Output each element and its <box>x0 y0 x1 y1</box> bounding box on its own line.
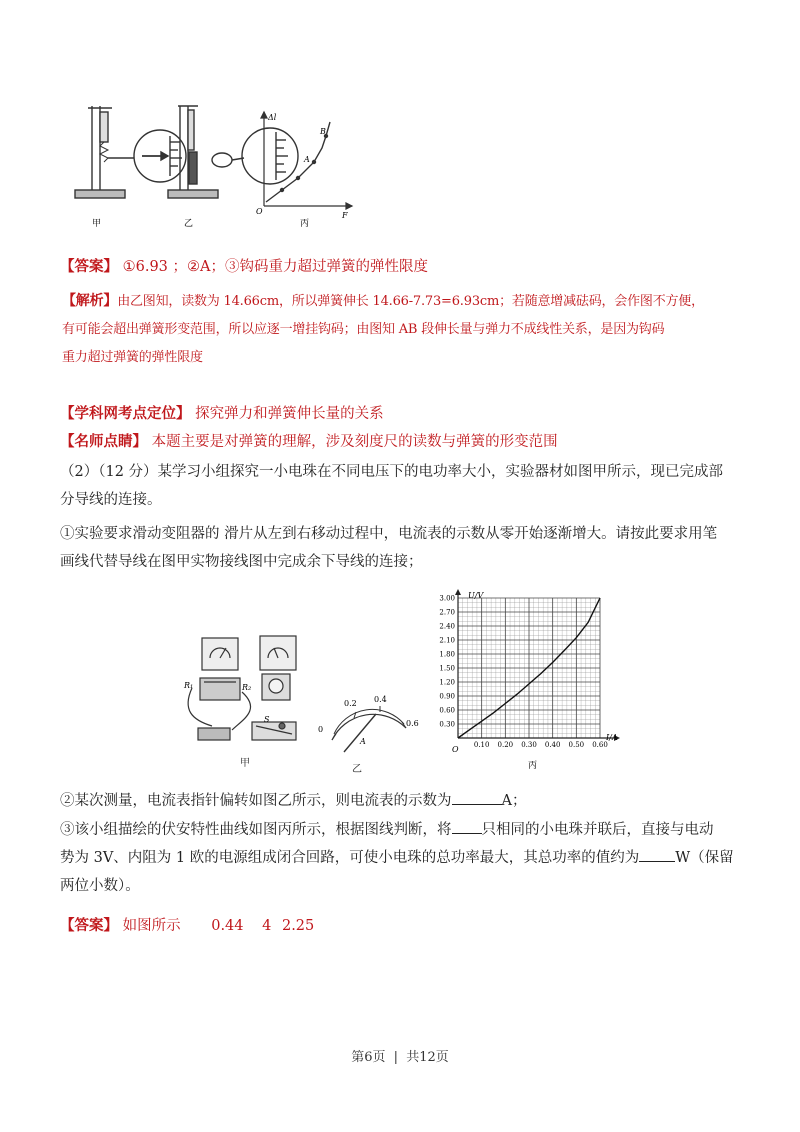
answer2-line <box>60 912 750 940</box>
answer1-line <box>60 253 750 281</box>
x-tick-label: 0.60 <box>592 741 608 749</box>
apparatus-yi <box>168 106 298 198</box>
fig1-label-jia: 甲 <box>92 219 102 229</box>
y-tick-label: 2.70 <box>439 608 455 617</box>
question2-block <box>60 458 750 576</box>
circuit-s: S <box>264 715 270 724</box>
kaodian-text: 探究弹力和弹簧伸长量的关系 <box>195 406 384 422</box>
analysis1-line2: 有可能会超出弹簧形变范围，所以应逐一增挂钩码；由图知 AB 段伸长量与弹力不成线性关系，是因为钩码 <box>62 322 665 337</box>
graph-point-b: B <box>320 127 326 136</box>
question2-line2: 分导线的连接。 <box>60 492 162 508</box>
q2-part3-blank1 <box>452 817 482 834</box>
kaodian-line <box>60 400 750 428</box>
q2-part2-blank <box>452 788 502 805</box>
q2-part3-c: 势为 3V、内阻为 1 欧的电源组成闭合回路，可使小电珠的总功率最大，其总功率的值约为 <box>60 850 640 866</box>
fig1-label-yi: 乙 <box>184 219 194 229</box>
chart-ui-curve <box>420 588 635 773</box>
chart-x-ticks <box>474 741 608 749</box>
fig2-label-jia: 甲 <box>240 758 250 769</box>
y-tick-label: 0.90 <box>439 692 455 701</box>
y-tick-label: 0.30 <box>439 720 455 729</box>
y-tick-label: 2.40 <box>439 622 455 631</box>
chart-caption: 丙 <box>528 761 538 771</box>
analysis1-tag: 【解析】 <box>62 293 118 309</box>
q2-part3-block <box>60 816 750 900</box>
circuit-r2: R₂ <box>242 683 252 692</box>
analysis1-block <box>62 287 752 372</box>
q2-part2-after: A； <box>501 793 527 809</box>
q2-part3-d: W（保留 <box>675 850 734 866</box>
x-tick-label: 0.20 <box>497 741 514 749</box>
fig1-label-bing: 丙 <box>300 219 310 229</box>
dianjing-text: 本题主要是对弹簧的理解，涉及刻度尺的读数与弹簧的形变范围 <box>151 434 558 450</box>
question2-line3: ①实验要求滑动变阻器的 滑片从左到右移动过程中，电流表的示数从零开始逐渐增大。请按此要求用笔 <box>60 526 718 542</box>
ammeter-tick-04: 0.4 <box>374 695 387 704</box>
footer-total: 共12页 <box>406 1050 449 1065</box>
ammeter-tick-06: 0.6 <box>406 719 419 728</box>
answer2-v2: 4 <box>262 918 272 934</box>
chart-origin: O <box>452 745 459 754</box>
x-tick-label: 0.50 <box>568 741 585 749</box>
answer1-text: ①6.93 ；②A；③钩码重力超过弹簧的弹性限度 <box>122 259 428 275</box>
chart-y-ticks <box>439 595 455 729</box>
q2-part2-before: ②某次测量，电流表指针偏转如图乙所示，则电流表的示数为 <box>60 793 452 809</box>
figure-circuit-jia <box>182 630 307 750</box>
answer1-tag: 【答案】 <box>60 258 118 275</box>
q2-part2-line <box>60 787 750 815</box>
q2-part3-blank2 <box>639 845 675 862</box>
ammeter-tick-0: 0 <box>318 725 324 734</box>
figure-spring-experiment <box>70 98 360 234</box>
q2-part3-e: 两位小数）。 <box>60 878 140 894</box>
x-tick-label: 0.40 <box>544 741 561 749</box>
footer-sep: | <box>393 1050 399 1065</box>
graph-x-label: F <box>342 211 348 220</box>
graph-origin: O <box>256 207 263 216</box>
ammeter-unit: A <box>360 737 366 746</box>
y-tick-label: 1.20 <box>439 678 455 687</box>
ammeter-needle <box>344 714 376 752</box>
apparatus-jia <box>75 106 186 198</box>
chart-y-label: U/V <box>468 591 484 600</box>
chart-grid-major <box>458 598 600 738</box>
dianjing-tag: 【名师点睛】 <box>60 433 147 450</box>
answer2-text: 如图所示 <box>122 918 181 934</box>
x-tick-label: 0.10 <box>473 741 490 749</box>
y-tick-label: 3.00 <box>439 594 455 603</box>
page-footer <box>0 1046 800 1065</box>
dianjing-line <box>60 428 750 456</box>
circuit-r1: R₁ <box>184 681 194 690</box>
analysis1-line3: 重力超过弹簧的弹性限度 <box>62 350 203 365</box>
y-tick-label: 2.10 <box>439 636 455 645</box>
y-tick-label: 1.50 <box>439 664 455 673</box>
kaodian-tag: 【学科网考点定位】 <box>60 405 191 422</box>
analysis1-line1: 由乙图知，读数为 14.66cm，所以弹簧伸长 14.66-7.73=6.93cm；若随意增减砝码，会作图不方便， <box>117 294 704 309</box>
footer-page: 第6页 <box>351 1050 386 1065</box>
fig2-label-yi: 乙 <box>352 764 362 775</box>
ammeter-tick-02: 0.2 <box>344 699 357 708</box>
y-tick-label: 1.80 <box>439 650 455 659</box>
graph-y-label: Δl <box>268 113 277 122</box>
y-tick-label: 0.60 <box>439 706 455 715</box>
graph-point-a: A <box>304 155 310 164</box>
x-tick-label: 0.30 <box>521 741 537 749</box>
answer2-v1: 0.44 <box>211 918 244 934</box>
question2-line4: 画线代替导线在图甲实物接线图中完成余下导线的连接； <box>60 554 423 570</box>
chart-x-label: I/A <box>606 733 618 742</box>
y-axis-arrow <box>455 589 461 595</box>
question2-line1: （2）（12 分）某学习小组探究一小电珠在不同电压下的电功率大小，实验器材如图甲所示，现已完成部 <box>60 464 724 480</box>
answer2-v3: 2.25 <box>281 918 315 934</box>
q2-part3-a: ③该小组描绘的伏安特性曲线如图丙所示，根据图线判断，将 <box>60 822 452 838</box>
answer2-tag: 【答案】 <box>60 917 118 934</box>
figure-ammeter-yi <box>310 690 420 760</box>
q2-part3-b: 只相同的小电珠并联后，直接与电动 <box>481 822 714 838</box>
